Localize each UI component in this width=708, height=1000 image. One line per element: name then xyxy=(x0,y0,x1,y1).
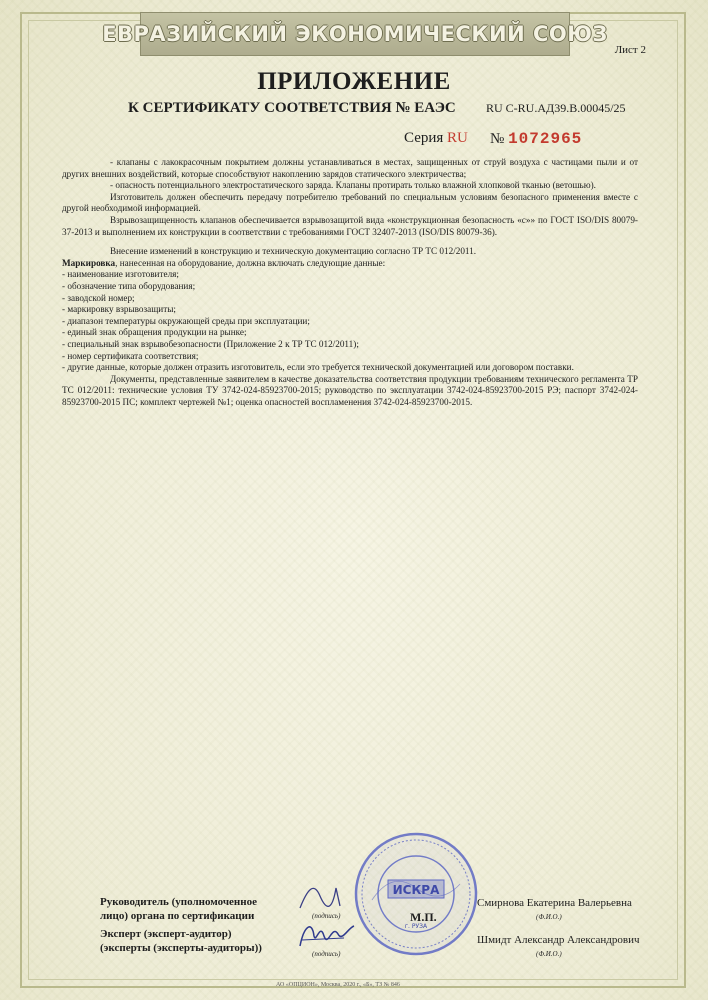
series-code: RU xyxy=(447,130,468,146)
series-block xyxy=(404,130,468,147)
document-title: ПРИЛОЖЕНИЕ xyxy=(257,68,451,95)
serial-block xyxy=(490,130,582,148)
expert-signature xyxy=(294,914,358,954)
expert-label-line: Эксперт (эксперт-аудитор) xyxy=(100,928,232,940)
union-banner xyxy=(102,12,608,56)
head-signature xyxy=(296,878,352,914)
body-line: - наименование изготовителя; xyxy=(62,269,179,280)
marking-sep: , xyxy=(115,257,118,268)
body-line: - другие данные, которые должен отразить изготовитель, если это требуется технической документацией или договором поставки. xyxy=(62,362,574,373)
body-line: - клапаны с лакокрасочным покрытием должны устанавливаться в местах, защищенных от струй воздуха с частицами пыли и от других внешних воздействий, которые способствуют накоплению зарядов статического электричества; xyxy=(62,157,638,179)
sheet-number: Лист 2 xyxy=(614,44,646,56)
certificate-line: К СЕРТИФИКАТУ СООТВЕТСТВИЯ № ЕАЭС xyxy=(128,100,456,116)
union-title: ЕВРАЗИЙСКИЙ ЭКОНОМИЧЕСКИЙ СОЮЗ xyxy=(102,22,608,46)
body-line: - диапазон температуры окружающей среды при эксплуатации; xyxy=(62,315,310,326)
body-line: - единый знак обращения продукции на рынке; xyxy=(62,327,247,338)
body-line: Взрывозащищенность клапанов обеспечивается взрывозащитой вида «конструкционная безопасность «c»» по ГОСТ ISO/DIS 80079-37-2013 и выполнением их конструкции в соответствии с требованиями ГОСТ 32407-2013 (ISO/DIS 80079-36). xyxy=(62,214,638,237)
head-label-line: Руководитель (уполномоченное xyxy=(100,896,257,908)
expert-label xyxy=(100,927,262,955)
body-line: - номер сертификата соответствия; xyxy=(62,350,199,361)
number-sign: № xyxy=(490,131,505,147)
body-line: Изготовитель должен обеспечить передачу потребителю требований по специальным условиям безопасного применения вместе с другой необходимой информацией. xyxy=(62,191,638,214)
expert-signature-caption: (подпись) xyxy=(312,950,341,958)
body-line: - специальный знак взрывобезопасности (Приложение 2 к ТР ТС 012/2011); xyxy=(62,338,359,349)
certificate-body xyxy=(62,157,638,408)
stamp-center-text: ИСКРА xyxy=(392,883,440,897)
marking-word: Маркировка xyxy=(62,257,116,268)
body-line: - опасность потенциального электростатического заряда. Клапаны протирать только влажной хлопковой тканью (ветошью). xyxy=(110,180,596,191)
head-fio-caption: (Ф.И.О.) xyxy=(536,913,562,921)
expert-label-line: (эксперты (эксперты-аудиторы)) xyxy=(100,942,262,954)
head-label-line: лицо) органа по сертификации xyxy=(100,910,255,922)
series-label: Серия xyxy=(404,130,444,146)
stamp-bottom-text: г. РУЗА xyxy=(404,923,428,930)
head-label xyxy=(100,895,257,923)
body-line: Документы, представленные заявителем в качестве доказательства соответствия продукции требованиям технического регламента ТР ТС 012/2011: технические условия ТУ 3742-024-85923700-2015; руководство по эксплуатации 3742-024-85923700-2015 РЭ; паспорт 3742-024-85923700-2015 ПС; комплект чертежей №1; оценка опасностей воспламенения 3742-024-85923700-2015. xyxy=(62,373,638,407)
head-signature-caption: (подпись) xyxy=(312,912,341,920)
body-line: - заводской номер; xyxy=(62,292,135,303)
marking-line xyxy=(62,258,638,270)
expert-name: Шмидт Александр Александрович xyxy=(477,934,640,946)
body-line: нанесенная на оборудование, должна включать следующие данные: xyxy=(119,257,386,268)
certification-stamp xyxy=(352,830,480,958)
certificate-number: RU С-RU.АД39.В.00045/25 xyxy=(486,101,626,115)
body-line: - обозначение типа оборудования; xyxy=(62,280,196,291)
expert-fio-caption: (Ф.И.О.) xyxy=(536,950,562,958)
printer-imprint: АО «ОПЦИОН», Москва, 2020 г., «Б», ТЗ № 846 xyxy=(276,982,400,988)
head-name: Смирнова Екатерина Валерьевна xyxy=(477,897,632,909)
body-line: Внесение изменений в конструкцию и техническую документацию согласно ТР ТС 012/2011. xyxy=(110,246,477,257)
seal-place: М.П. xyxy=(410,910,437,924)
serial-number: 1072965 xyxy=(508,130,583,148)
body-line: - маркировку взрывозащиты; xyxy=(62,304,176,315)
